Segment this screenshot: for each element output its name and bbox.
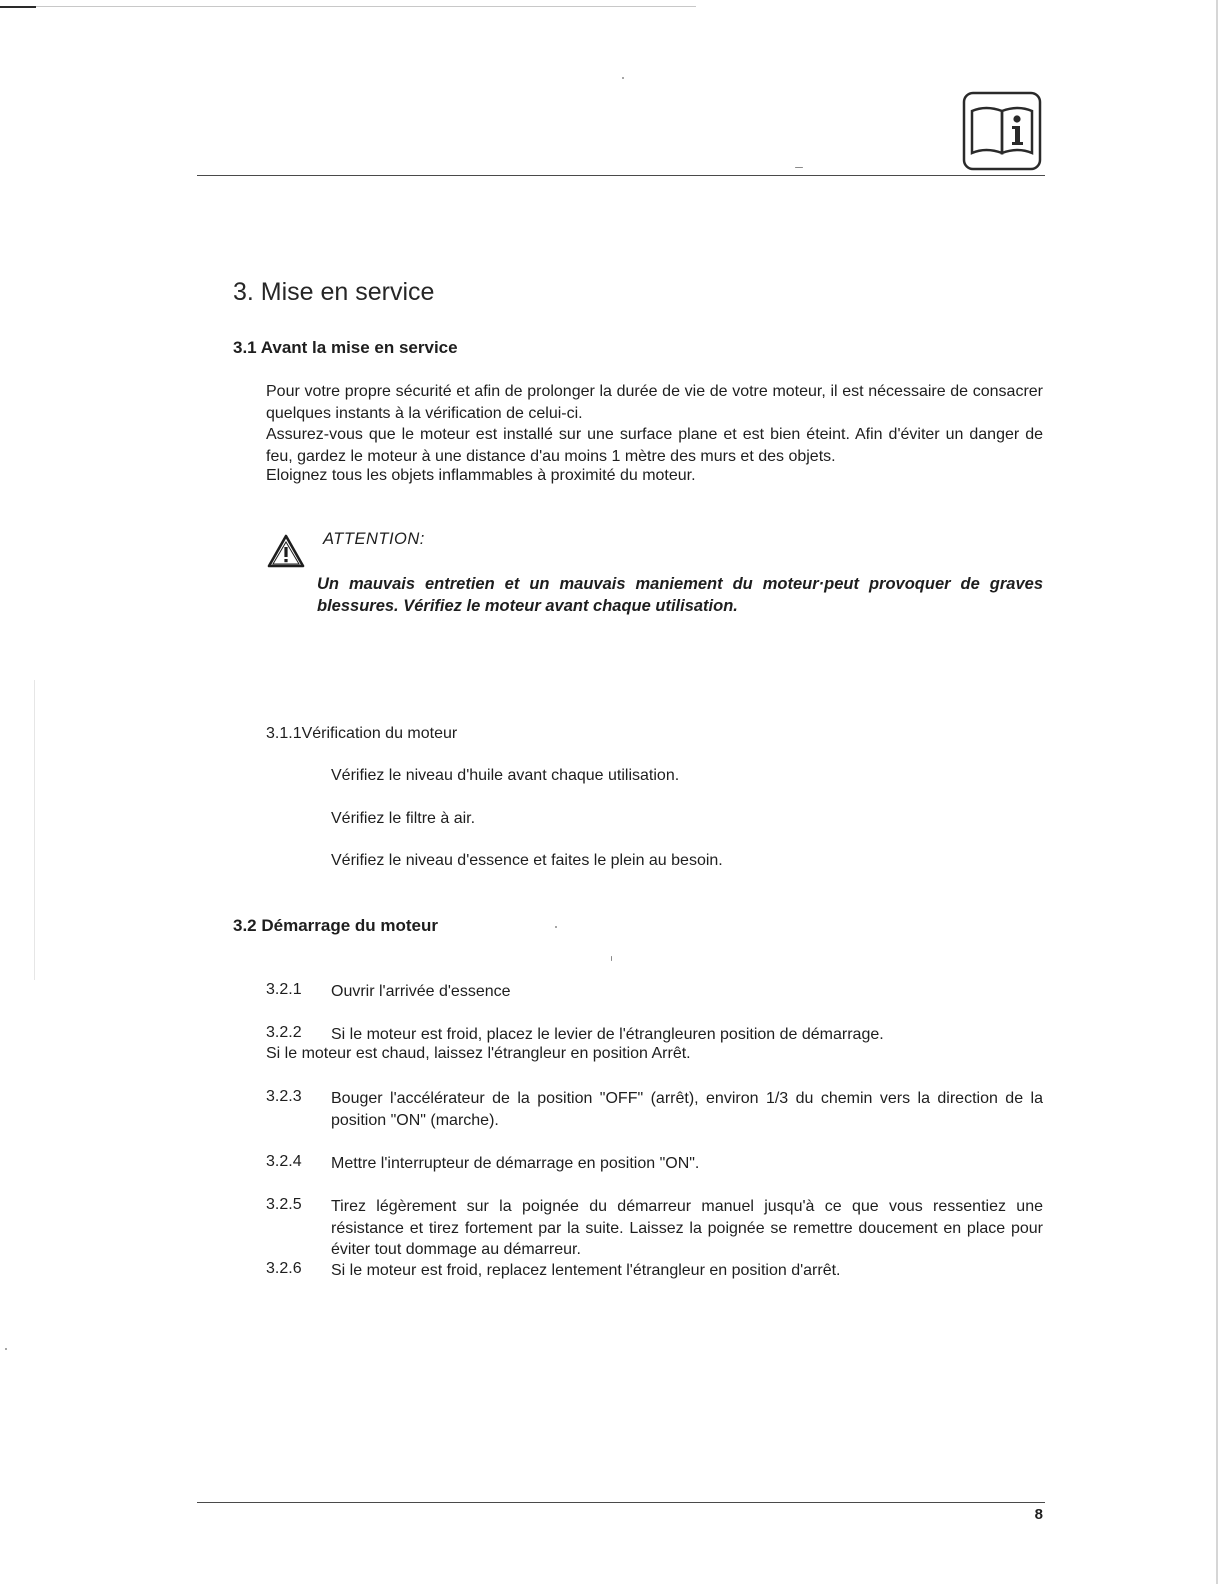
flammables-line: Eloignez tous les objets inflammables à proximité du moteur.	[266, 467, 696, 484]
step-number: 3.2.1	[266, 981, 302, 998]
safety-intro-paragraph: Pour votre propre sécurité et afin de prolonger la durée de vie de votre moteur, il est nécessaire de consacrer quelques instants à la vérification de celui-ci.	[266, 383, 1043, 422]
step-text: Tirez légèrement sur la poignée du démarreur manuel jusqu'à ce que vous ressentiez une résistance et tirez fortement par la suite. Laissez la poignée se remettre doucement en place pour éviter tout dommage au démarreur.	[331, 1198, 1043, 1258]
step-number: 3.2.2	[266, 1024, 302, 1041]
page-number: 8	[1034, 1506, 1043, 1523]
scan-edge-mark	[0, 6, 36, 8]
check-item: Vérifiez le niveau d'essence et faites le plein au besoin.	[331, 852, 723, 869]
scan-speck	[795, 167, 803, 168]
scan-speck	[555, 926, 557, 928]
step-number: 3.2.3	[266, 1088, 302, 1105]
section-title: 3. Mise en service	[233, 278, 435, 306]
step-text: Mettre l'interrupteur de démarrage en position "ON".	[331, 1155, 700, 1172]
scan-edge-line	[36, 6, 696, 7]
warning-text: Un mauvais entretien et un mauvais maniement du moteur·peut provoquer de graves blessures. Vérifiez le moteur avant chaque utilisation.	[317, 575, 1043, 615]
installation-paragraph: Assurez-vous que le moteur est installé sur une surface plane et est bien éteint. Afin d'éviter un danger de feu, gardez le moteur à une distance d'au moins 1 mètre des murs et des objets.	[266, 426, 1043, 465]
step-text: Si le moteur est froid, placez le levier de l'étrangleuren position de démarrage.	[331, 1026, 884, 1043]
step-text: Bouger l'accélérateur de la position "OFF" (arrêt), environ 1/3 du chemin vers la direction de la position "ON" (marche).	[331, 1090, 1043, 1129]
scan-right-edge	[1216, 0, 1218, 1584]
step-continuation: Si le moteur est chaud, laissez l'étrangleur en position Arrêt.	[266, 1045, 691, 1062]
step-number: 3.2.6	[266, 1260, 302, 1277]
header-rule	[197, 175, 1045, 176]
scan-speck	[611, 956, 612, 961]
warning-title: ATTENTION:	[323, 530, 425, 548]
engine-check-heading: 3.1.1Vérification du moteur	[266, 725, 458, 742]
manual-info-icon	[962, 91, 1042, 171]
warning-triangle-icon	[266, 533, 306, 569]
step-number: 3.2.5	[266, 1196, 302, 1213]
scan-speck	[622, 77, 624, 79]
step-text: Ouvrir l'arrivée d'essence	[331, 983, 511, 1000]
check-item: Vérifiez le filtre à air.	[331, 810, 476, 827]
subsection-title-engine-start: 3.2 Démarrage du moteur	[233, 916, 439, 935]
scan-speck	[5, 1348, 7, 1350]
subsection-title-before-start: 3.1 Avant la mise en service	[233, 338, 458, 357]
scan-left-edge	[34, 680, 35, 980]
step-text: Si le moteur est froid, replacez lentement l'étrangleur en position d'arrêt.	[331, 1262, 841, 1279]
footer-rule	[197, 1502, 1045, 1503]
check-item: Vérifiez le niveau d'huile avant chaque utilisation.	[331, 767, 680, 784]
step-number: 3.2.4	[266, 1153, 302, 1170]
